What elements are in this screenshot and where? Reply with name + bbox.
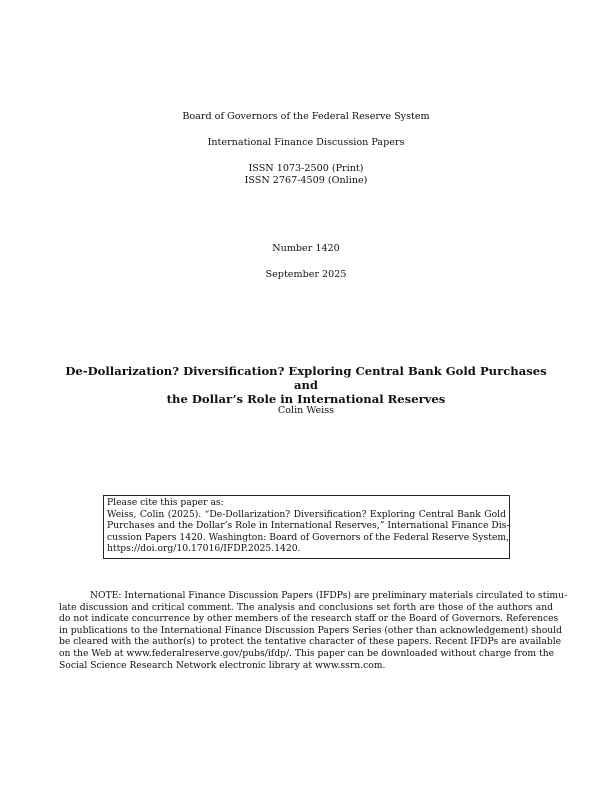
disclaimer-note bbox=[59, 590, 568, 671]
paper-number: Number 1420 bbox=[272, 243, 340, 254]
series-name: International Finance Discussion Papers bbox=[207, 137, 405, 148]
note-line: in publications to the International Finance Discussion Papers Series (other than acknowledgement) should bbox=[59, 624, 562, 636]
note-line: NOTE: International Finance Discussion Papers (IFDPs) are preliminary materials circulated to stimu- bbox=[90, 590, 568, 601]
note-line: be cleared with the author(s) to protect the tentative character of these papers. Recent IFDPs are available bbox=[59, 636, 562, 648]
issn-online: ISSN 2767-4509 (Online) bbox=[244, 175, 368, 186]
note-line: late discussion and critical comment. The analysis and conclusions set forth are those of the authors and bbox=[59, 601, 553, 613]
paper-date: September 2025 bbox=[265, 269, 347, 280]
citation-line: Weiss, Colin (2025). “De-Dollarization? Diversification? Exploring Central Bank Gold bbox=[107, 508, 506, 520]
issn-print: ISSN 1073-2500 (Print) bbox=[248, 163, 364, 174]
citation-line: cussion Papers 1420. Washington: Board of Governors of the Federal Reserve System, bbox=[107, 531, 510, 543]
note-line: on the Web at www.federalreserve.gov/pubs/ifdp/. This paper can be downloaded without charge from the bbox=[59, 647, 555, 659]
note-line: Social Science Research Network electronic library at www.ssrn.com. bbox=[59, 659, 386, 671]
paper-author: Colin Weiss bbox=[277, 405, 335, 416]
citation-box bbox=[103, 495, 510, 559]
paper-title bbox=[60, 364, 552, 406]
institution-name: Board of Governors of the Federal Reserve System bbox=[182, 111, 430, 122]
paper-title-line-1: De-Dollarization? Diversification? Exploring Central Bank Gold Purchases and bbox=[65, 364, 547, 392]
note-line: do not indicate concurrence by other members of the research staff or the Board of Governors. References bbox=[59, 613, 559, 625]
paper-title-line-2: the Dollar’s Role in International Reserves bbox=[166, 392, 446, 406]
citation-line: Please cite this paper as: bbox=[107, 497, 224, 508]
citation-doi-link[interactable]: https://doi.org/10.17016/IFDP.2025.1420. bbox=[107, 543, 301, 555]
citation-line: Purchases and the Dollar’s Role in International Reserves,” International Finance Dis- bbox=[107, 520, 510, 532]
